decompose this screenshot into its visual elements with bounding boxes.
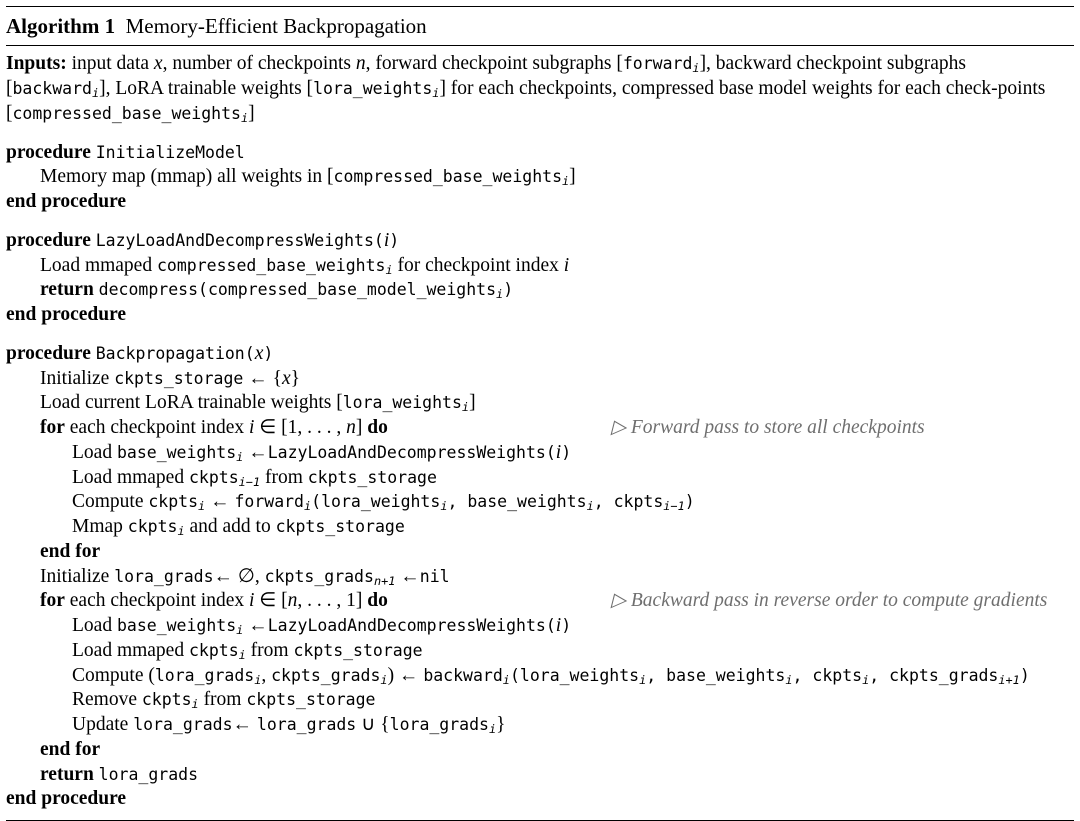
inputs-code-compressed: compressed_base_weights$_i$ bbox=[12, 103, 249, 125]
p3-l12-code: lora_grads$_i$ bbox=[154, 665, 262, 687]
p3-l5-b: from bbox=[260, 466, 308, 488]
proc3-line-7 bbox=[6, 515, 1074, 540]
p3-l10-b: ← bbox=[243, 615, 268, 637]
proc3-paren-open: ( bbox=[244, 343, 255, 363]
p3-l4-a: Load bbox=[72, 441, 117, 463]
p3-l5-code: ckpts$_{i-1}$ bbox=[188, 467, 261, 489]
proc2-line-1 bbox=[6, 254, 1074, 279]
p3-l4-var: i bbox=[555, 441, 562, 463]
p3-l2-b: ] bbox=[469, 392, 476, 414]
proc3-name: Backpropagation bbox=[95, 343, 245, 363]
p3-l6-c: ( bbox=[311, 492, 322, 512]
proc3-paren-close: ) bbox=[263, 343, 274, 363]
proc1-l1-a: Memory map (mmap) all weights in [ bbox=[40, 166, 334, 188]
p3-l14-code2: lora_grads bbox=[256, 715, 357, 735]
proc2-header bbox=[6, 229, 1074, 254]
proc1-l1-code: compressed_base_weights$_i$ bbox=[333, 167, 570, 189]
spacer-3 bbox=[6, 328, 1074, 342]
proc3-for-1 bbox=[6, 416, 1074, 441]
p3-l7-b: and add to bbox=[184, 516, 276, 538]
proc2-l1-code: compressed_base_weights$_i$ bbox=[156, 255, 393, 277]
proc3-for-2 bbox=[6, 589, 1074, 614]
p3-l7-code: ckpts$_i$ bbox=[127, 517, 185, 539]
algorithm-block bbox=[0, 6, 1080, 821]
p3-l12-a: Compute ( bbox=[72, 664, 155, 686]
p3-l8-code: lora_grads bbox=[114, 566, 214, 586]
p3-l12-code2: ckpts_grads$_i$ bbox=[271, 665, 388, 687]
algorithm-body bbox=[6, 46, 1074, 820]
proc2-name: LazyLoadAndDecompressWeights bbox=[95, 230, 374, 250]
proc3-end-for-2 bbox=[6, 738, 1074, 763]
proc3-line-13 bbox=[6, 688, 1074, 713]
kw-end-procedure-3: end procedure bbox=[6, 788, 127, 810]
p3-l10-a: Load bbox=[72, 615, 117, 637]
inputs-code-lora: lora_weights$_i$ bbox=[313, 79, 440, 101]
proc2-l2-code: compressed_base_model_weights$_i$ bbox=[207, 280, 504, 302]
inputs-code-backward: backward$_i$ bbox=[12, 79, 100, 101]
algorithm-label: Algorithm 1 bbox=[6, 14, 116, 38]
p3-l12-h: ) bbox=[1019, 665, 1030, 685]
p3-l4-code2: LazyLoadAndDecompressWeights bbox=[267, 442, 546, 462]
p3-l12-code5: base_weights$_i$ bbox=[666, 665, 793, 687]
p3-l1-c: } bbox=[290, 367, 300, 389]
p3-l12-code7: ckpts_grads$_{i+1}$ bbox=[889, 665, 1020, 687]
p3-l6-code5: ckpts$_{i-1}$ bbox=[613, 492, 685, 514]
p3-l11-b: from bbox=[245, 639, 294, 661]
proc2-l1-a: Load mmaped bbox=[40, 254, 157, 276]
kw-do-1: do bbox=[367, 417, 388, 439]
p3-l6-code4: base_weights$_i$ bbox=[467, 492, 594, 514]
p3-l11-code: ckpts$_i$ bbox=[188, 640, 246, 662]
p3-l4-d: ) bbox=[561, 442, 572, 462]
p3-l6-code3: lora_weights$_i$ bbox=[321, 492, 448, 514]
p3-l12-f: , bbox=[792, 665, 813, 685]
p3-l12-code6: ckpts$_i$ bbox=[812, 665, 870, 687]
proc3-line-6 bbox=[6, 490, 1074, 515]
proc3-return bbox=[6, 763, 1074, 788]
p3-l9-var2: n bbox=[287, 590, 298, 612]
p3-l12-code4: lora_weights$_i$ bbox=[519, 665, 647, 687]
inputs-text-7: ] bbox=[248, 102, 255, 124]
comment-backward-pass: ▷ Backward pass in reverse order to compute gradients bbox=[611, 590, 1048, 612]
p3-l10-c: ( bbox=[545, 616, 556, 636]
proc3-line-14 bbox=[6, 713, 1074, 738]
proc2-l1-b: for checkpoint index bbox=[392, 254, 564, 276]
inputs-text-3: , forward checkpoint subgraphs [ bbox=[365, 53, 623, 75]
p3-l6-code2: forward$_i$ bbox=[234, 492, 312, 514]
p3-l14-c: ∪ { bbox=[356, 714, 390, 736]
p3-l6-code: ckpts$_i$ bbox=[148, 492, 206, 514]
inputs-label: Inputs: bbox=[6, 53, 67, 75]
inputs-text-4: ], backward checkpoint subgraphs [ bbox=[6, 53, 966, 100]
kw-procedure-2: procedure bbox=[6, 229, 91, 251]
p3-l13-code: ckpts$_i$ bbox=[141, 690, 199, 712]
inputs-text-5: ], LoRA trainable weights [ bbox=[99, 78, 314, 100]
spacer-1 bbox=[6, 127, 1074, 141]
kw-for-2: for bbox=[40, 590, 65, 612]
p3-l3-c: ] bbox=[355, 417, 368, 439]
p3-l13-b: from bbox=[198, 689, 247, 711]
p3-l4-code: base_weights$_i$ bbox=[116, 442, 244, 464]
p3-l9-a: each checkpoint index bbox=[69, 590, 249, 612]
p3-l8-a: Initialize bbox=[40, 565, 115, 587]
p3-l5-a: Load mmaped bbox=[72, 466, 189, 488]
proc3-arg: x bbox=[254, 342, 264, 364]
proc3-end-for-1 bbox=[6, 540, 1074, 565]
kw-return-2: return bbox=[40, 763, 94, 785]
p3-l13-code2: ckpts_storage bbox=[246, 690, 376, 710]
proc3-line-10 bbox=[6, 614, 1074, 639]
p3-l3-var2: n bbox=[346, 417, 356, 439]
p3-l14-code3: lora_grads$_i$ bbox=[389, 715, 497, 737]
p3-l4-b: ← bbox=[243, 441, 268, 463]
inputs-text-6: ] for each checkpoints, compressed base model weights for each check-points [ bbox=[6, 78, 1046, 124]
p3-l12-g: , bbox=[869, 665, 890, 685]
p3-l10-code: base_weights$_i$ bbox=[116, 616, 244, 638]
proc3-line-5 bbox=[6, 466, 1074, 491]
p3-l12-b: , bbox=[261, 664, 272, 686]
p3-l14-a: Update bbox=[72, 714, 134, 736]
p3-l11-code2: ckpts_storage bbox=[293, 640, 423, 660]
p3-l14-d: } bbox=[496, 714, 506, 736]
proc2-paren-open: ( bbox=[373, 230, 384, 250]
p3-l10-var: i bbox=[555, 615, 562, 637]
proc3-end bbox=[6, 787, 1074, 812]
p3-l14-code: lora_grads bbox=[133, 715, 233, 735]
proc3-header bbox=[6, 342, 1074, 367]
p3-l9-c: , . . . , 1] bbox=[297, 590, 368, 612]
inputs-var-x: x bbox=[153, 53, 163, 75]
p3-l8-c: ← bbox=[395, 565, 420, 587]
proc3-line-11 bbox=[6, 639, 1074, 664]
spacer-2 bbox=[6, 215, 1074, 229]
p3-l8-code2: ckpts_grads$_{n+1}$ bbox=[264, 566, 396, 588]
p3-l15-code: lora_grads bbox=[98, 764, 199, 784]
proc3-line-8 bbox=[6, 565, 1074, 590]
kw-return-1: return bbox=[40, 279, 94, 301]
p3-l2-a: Load current LoRA trainable weights [ bbox=[40, 392, 343, 414]
proc3-line-12 bbox=[6, 664, 1074, 689]
kw-end-for-2: end for bbox=[40, 738, 101, 760]
proc1-line-1 bbox=[6, 165, 1074, 190]
kw-end-for-1: end for bbox=[40, 540, 101, 562]
p3-l7-a: Mmap bbox=[72, 516, 128, 538]
comment-forward-pass: ▷ Forward pass to store all checkpoints bbox=[611, 417, 925, 439]
p3-l8-b: ← ∅, bbox=[213, 565, 265, 587]
proc3-line-1 bbox=[6, 367, 1074, 392]
inputs-text-2: , number of checkpoints bbox=[162, 53, 356, 75]
inputs-text-1: input data bbox=[71, 53, 154, 75]
kw-do-2: do bbox=[367, 590, 388, 612]
kw-procedure-1: procedure bbox=[6, 141, 91, 163]
proc1-l1-b: ] bbox=[569, 166, 576, 188]
proc3-line-2 bbox=[6, 391, 1074, 416]
p3-l6-f: ) bbox=[684, 492, 695, 512]
p3-l6-b: ← bbox=[205, 491, 235, 513]
proc2-paren-close: ) bbox=[389, 230, 400, 250]
proc2-l1-var: i bbox=[563, 254, 570, 276]
p3-l8-code3: nil bbox=[419, 566, 450, 586]
inputs-line bbox=[6, 52, 1074, 126]
p3-l6-e: , bbox=[593, 492, 614, 512]
proc2-l2-a: decompress( bbox=[98, 280, 208, 300]
p3-l7-code2: ckpts_storage bbox=[275, 517, 405, 537]
proc2-arg: i bbox=[383, 229, 390, 251]
p3-l1-code: ckpts_storage bbox=[114, 368, 244, 388]
proc1-header bbox=[6, 141, 1074, 166]
p3-l1-var: x bbox=[281, 367, 291, 389]
inputs-var-n: n bbox=[355, 53, 366, 75]
p3-l12-code3: backward$_i$ bbox=[423, 665, 510, 687]
p3-l4-c: ( bbox=[545, 442, 556, 462]
p3-l13-a: Remove bbox=[72, 689, 142, 711]
p3-l3-var: i bbox=[249, 417, 255, 439]
inputs-code-forward: forward$_i$ bbox=[622, 54, 700, 76]
p3-l12-c: ) ← bbox=[387, 664, 424, 686]
p3-l1-a: Initialize bbox=[40, 367, 115, 389]
p3-l12-d: ( bbox=[509, 665, 520, 685]
p3-l3-a: each checkpoint index bbox=[69, 417, 249, 439]
p3-l9-b: ∈ [ bbox=[254, 590, 288, 612]
proc2-l2-b: ) bbox=[503, 280, 514, 300]
kw-end-procedure-1: end procedure bbox=[6, 191, 127, 213]
p3-l6-d: , bbox=[447, 492, 468, 512]
p3-l5-code2: ckpts_storage bbox=[307, 467, 437, 487]
proc2-end bbox=[6, 303, 1074, 328]
algorithm-title bbox=[6, 7, 1074, 45]
proc2-line-2 bbox=[6, 278, 1074, 303]
p3-l3-b: ∈ [1, . . . , bbox=[254, 417, 347, 439]
kw-procedure-3: procedure bbox=[6, 342, 91, 364]
p3-l1-b: ← { bbox=[243, 367, 282, 389]
p3-l2-code: lora_weights$_i$ bbox=[342, 393, 470, 415]
p3-l11-a: Load mmaped bbox=[72, 639, 189, 661]
proc3-line-4 bbox=[6, 441, 1074, 466]
proc1-end bbox=[6, 190, 1074, 215]
p3-l14-b: ← bbox=[232, 714, 257, 736]
p3-l12-e: , bbox=[646, 665, 667, 685]
kw-for-1: for bbox=[40, 417, 65, 439]
p3-l6-a: Compute bbox=[72, 491, 149, 513]
p3-l9-var: i bbox=[249, 590, 255, 612]
proc1-name: InitializeModel bbox=[95, 142, 245, 162]
p3-l10-code2: LazyLoadAndDecompressWeights bbox=[267, 616, 546, 636]
kw-end-procedure-2: end procedure bbox=[6, 304, 127, 326]
algorithm-title-value: Memory-Efficient Backpropagation bbox=[125, 14, 427, 38]
p3-l10-d: ) bbox=[561, 616, 572, 636]
